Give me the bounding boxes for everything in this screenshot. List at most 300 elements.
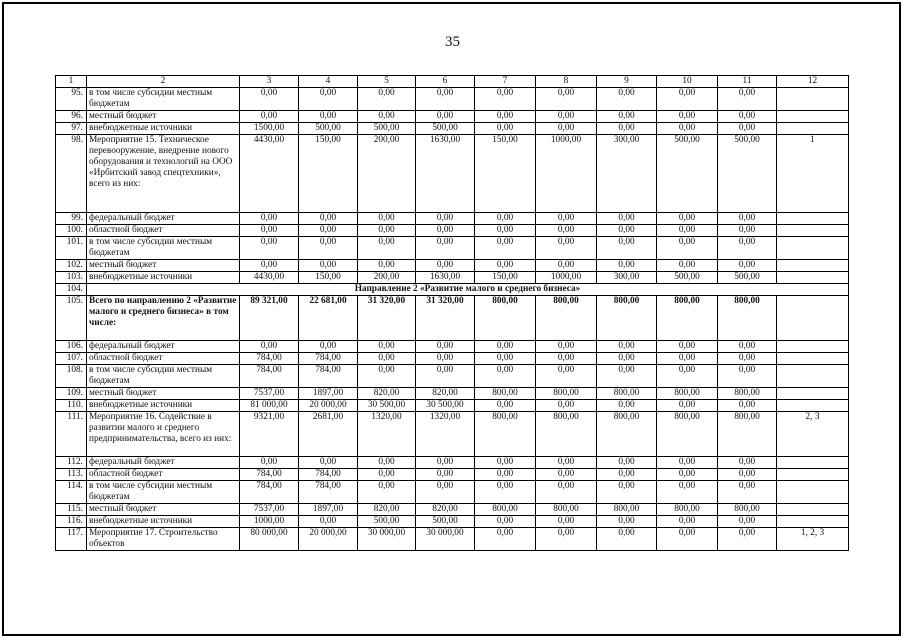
value-cell: 0,00 bbox=[475, 365, 536, 388]
value-cell: 0,00 bbox=[536, 481, 597, 504]
indicator-ref-cell bbox=[777, 504, 849, 516]
value-cell: 0,00 bbox=[657, 400, 718, 412]
value-cell: 0,00 bbox=[718, 237, 777, 260]
value-cell: 0,00 bbox=[536, 88, 597, 111]
value-cell: 1897,00 bbox=[299, 388, 358, 400]
indicator-ref-cell bbox=[777, 123, 849, 135]
value-cell: 500,00 bbox=[657, 272, 718, 284]
value-cell: 0,00 bbox=[358, 88, 416, 111]
table-row bbox=[56, 516, 849, 528]
row-number: 114. bbox=[56, 481, 87, 504]
value-cell: 0,00 bbox=[718, 516, 777, 528]
value-cell: 0,00 bbox=[597, 516, 657, 528]
value-cell: 0,00 bbox=[597, 365, 657, 388]
value-cell: 0,00 bbox=[240, 213, 299, 225]
value-cell: 0,00 bbox=[358, 225, 416, 237]
column-header: 8 bbox=[536, 76, 597, 88]
row-label: в том числе субсидии местным бюджетам bbox=[87, 237, 240, 260]
value-cell: 0,00 bbox=[657, 260, 718, 272]
value-cell: 500,00 bbox=[657, 135, 718, 213]
value-cell: 0,00 bbox=[358, 341, 416, 353]
value-cell: 0,00 bbox=[718, 341, 777, 353]
row-label: федеральный бюджет bbox=[87, 457, 240, 469]
value-cell: 0,00 bbox=[536, 123, 597, 135]
row-number: 97. bbox=[56, 123, 87, 135]
value-cell: 150,00 bbox=[475, 135, 536, 213]
column-header: 9 bbox=[597, 76, 657, 88]
row-label: в том числе субсидии местным бюджетам bbox=[87, 88, 240, 111]
indicator-ref-cell bbox=[777, 469, 849, 481]
value-cell: 784,00 bbox=[299, 365, 358, 388]
value-cell: 0,00 bbox=[718, 353, 777, 365]
table-row bbox=[56, 457, 849, 469]
value-cell: 0,00 bbox=[657, 457, 718, 469]
row-number: 110. bbox=[56, 400, 87, 412]
row-number: 113. bbox=[56, 469, 87, 481]
value-cell: 1500,00 bbox=[240, 123, 299, 135]
value-cell: 0,00 bbox=[597, 237, 657, 260]
value-cell: 200,00 bbox=[358, 272, 416, 284]
column-header: 2 bbox=[87, 76, 240, 88]
table-row bbox=[56, 528, 849, 551]
value-cell: 800,00 bbox=[475, 296, 536, 341]
value-cell: 0,00 bbox=[240, 237, 299, 260]
value-cell: 0,00 bbox=[299, 213, 358, 225]
value-cell: 0,00 bbox=[718, 400, 777, 412]
section-heading: Направление 2 «Развитие малого и среднего бизнеса» bbox=[87, 284, 849, 296]
table-row bbox=[56, 284, 849, 296]
row-number: 102. bbox=[56, 260, 87, 272]
table-row bbox=[56, 504, 849, 516]
value-cell: 0,00 bbox=[416, 353, 475, 365]
value-cell: 0,00 bbox=[475, 260, 536, 272]
value-cell: 0,00 bbox=[475, 481, 536, 504]
value-cell: 0,00 bbox=[597, 111, 657, 123]
value-cell: 0,00 bbox=[597, 123, 657, 135]
value-cell: 0,00 bbox=[299, 516, 358, 528]
value-cell: 0,00 bbox=[475, 516, 536, 528]
row-number: 106. bbox=[56, 341, 87, 353]
value-cell: 81 000,00 bbox=[240, 400, 299, 412]
value-cell: 9321,00 bbox=[240, 412, 299, 457]
value-cell: 0,00 bbox=[718, 457, 777, 469]
indicator-ref-cell bbox=[777, 516, 849, 528]
value-cell: 0,00 bbox=[416, 457, 475, 469]
value-cell: 784,00 bbox=[240, 481, 299, 504]
budget-table bbox=[55, 75, 849, 551]
value-cell: 150,00 bbox=[475, 272, 536, 284]
value-cell: 0,00 bbox=[475, 237, 536, 260]
value-cell: 0,00 bbox=[240, 88, 299, 111]
value-cell: 800,00 bbox=[718, 504, 777, 516]
value-cell: 0,00 bbox=[416, 88, 475, 111]
indicator-ref-cell: 1, 2, 3 bbox=[777, 528, 849, 551]
table-header-row bbox=[56, 76, 849, 88]
value-cell: 0,00 bbox=[657, 528, 718, 551]
row-number: 103. bbox=[56, 272, 87, 284]
column-header: 12 bbox=[777, 76, 849, 88]
value-cell: 300,00 bbox=[597, 135, 657, 213]
value-cell: 0,00 bbox=[240, 457, 299, 469]
value-cell: 0,00 bbox=[416, 481, 475, 504]
indicator-ref-cell bbox=[777, 213, 849, 225]
value-cell: 820,00 bbox=[416, 388, 475, 400]
value-cell: 800,00 bbox=[657, 412, 718, 457]
value-cell: 0,00 bbox=[416, 365, 475, 388]
value-cell: 200,00 bbox=[358, 135, 416, 213]
row-number: 100. bbox=[56, 225, 87, 237]
value-cell: 784,00 bbox=[240, 353, 299, 365]
value-cell: 0,00 bbox=[597, 469, 657, 481]
value-cell: 0,00 bbox=[718, 213, 777, 225]
row-label: в том числе субсидии местным бюджетам bbox=[87, 481, 240, 504]
value-cell: 0,00 bbox=[240, 111, 299, 123]
value-cell: 0,00 bbox=[475, 213, 536, 225]
value-cell: 30 500,00 bbox=[416, 400, 475, 412]
row-number: 95. bbox=[56, 88, 87, 111]
value-cell: 820,00 bbox=[358, 504, 416, 516]
indicator-ref-cell: 1 bbox=[777, 135, 849, 213]
value-cell: 0,00 bbox=[475, 528, 536, 551]
value-cell: 0,00 bbox=[536, 341, 597, 353]
value-cell: 0,00 bbox=[597, 213, 657, 225]
table-row bbox=[56, 111, 849, 123]
value-cell: 500,00 bbox=[416, 516, 475, 528]
value-cell: 0,00 bbox=[597, 225, 657, 237]
value-cell: 784,00 bbox=[299, 469, 358, 481]
column-header: 3 bbox=[240, 76, 299, 88]
row-label: местный бюджет bbox=[87, 260, 240, 272]
indicator-ref-cell bbox=[777, 353, 849, 365]
value-cell: 0,00 bbox=[475, 225, 536, 237]
value-cell: 4430,00 bbox=[240, 135, 299, 213]
row-number: 105. bbox=[56, 296, 87, 341]
value-cell: 0,00 bbox=[718, 469, 777, 481]
value-cell: 31 320,00 bbox=[416, 296, 475, 341]
value-cell: 0,00 bbox=[299, 225, 358, 237]
value-cell: 22 681,00 bbox=[299, 296, 358, 341]
row-label: местный бюджет bbox=[87, 504, 240, 516]
value-cell: 0,00 bbox=[597, 88, 657, 111]
row-number: 111. bbox=[56, 412, 87, 457]
value-cell: 300,00 bbox=[597, 272, 657, 284]
indicator-ref-cell bbox=[777, 237, 849, 260]
value-cell: 0,00 bbox=[718, 111, 777, 123]
table-row bbox=[56, 88, 849, 111]
value-cell: 500,00 bbox=[718, 135, 777, 213]
value-cell: 30 000,00 bbox=[416, 528, 475, 551]
value-cell: 0,00 bbox=[240, 260, 299, 272]
column-header: 11 bbox=[718, 76, 777, 88]
value-cell: 0,00 bbox=[536, 237, 597, 260]
row-label: областной бюджет bbox=[87, 225, 240, 237]
value-cell: 820,00 bbox=[358, 388, 416, 400]
value-cell: 0,00 bbox=[536, 516, 597, 528]
row-label: внебюджетные источники bbox=[87, 516, 240, 528]
value-cell: 0,00 bbox=[475, 457, 536, 469]
column-header: 10 bbox=[657, 76, 718, 88]
table-row bbox=[56, 341, 849, 353]
value-cell: 0,00 bbox=[240, 341, 299, 353]
value-cell: 0,00 bbox=[358, 353, 416, 365]
row-number: 107. bbox=[56, 353, 87, 365]
table-row bbox=[56, 237, 849, 260]
value-cell: 0,00 bbox=[657, 225, 718, 237]
value-cell: 500,00 bbox=[416, 123, 475, 135]
value-cell: 0,00 bbox=[718, 365, 777, 388]
row-number: 115. bbox=[56, 504, 87, 516]
value-cell: 500,00 bbox=[299, 123, 358, 135]
value-cell: 0,00 bbox=[475, 111, 536, 123]
value-cell: 0,00 bbox=[240, 225, 299, 237]
value-cell: 0,00 bbox=[416, 341, 475, 353]
value-cell: 0,00 bbox=[299, 341, 358, 353]
value-cell: 2681,00 bbox=[299, 412, 358, 457]
value-cell: 800,00 bbox=[475, 412, 536, 457]
value-cell: 0,00 bbox=[597, 400, 657, 412]
table-row bbox=[56, 412, 849, 457]
value-cell: 0,00 bbox=[358, 481, 416, 504]
value-cell: 0,00 bbox=[536, 469, 597, 481]
column-header: 5 bbox=[358, 76, 416, 88]
value-cell: 0,00 bbox=[657, 213, 718, 225]
value-cell: 0,00 bbox=[536, 111, 597, 123]
value-cell: 800,00 bbox=[475, 504, 536, 516]
value-cell: 0,00 bbox=[358, 469, 416, 481]
value-cell: 0,00 bbox=[475, 341, 536, 353]
value-cell: 0,00 bbox=[657, 341, 718, 353]
value-cell: 1000,00 bbox=[536, 272, 597, 284]
row-label: федеральный бюджет bbox=[87, 341, 240, 353]
value-cell: 800,00 bbox=[536, 296, 597, 341]
value-cell: 1897,00 bbox=[299, 504, 358, 516]
value-cell: 1000,00 bbox=[240, 516, 299, 528]
value-cell: 0,00 bbox=[358, 213, 416, 225]
value-cell: 500,00 bbox=[358, 123, 416, 135]
value-cell: 0,00 bbox=[475, 123, 536, 135]
value-cell: 0,00 bbox=[416, 225, 475, 237]
value-cell: 784,00 bbox=[299, 481, 358, 504]
value-cell: 1630,00 bbox=[416, 135, 475, 213]
value-cell: 0,00 bbox=[475, 88, 536, 111]
value-cell: 800,00 bbox=[657, 388, 718, 400]
value-cell: 150,00 bbox=[299, 135, 358, 213]
value-cell: 0,00 bbox=[657, 88, 718, 111]
value-cell: 0,00 bbox=[536, 225, 597, 237]
value-cell: 0,00 bbox=[657, 516, 718, 528]
indicator-ref-cell bbox=[777, 341, 849, 353]
value-cell: 500,00 bbox=[358, 516, 416, 528]
value-cell: 0,00 bbox=[718, 123, 777, 135]
column-header: 7 bbox=[475, 76, 536, 88]
row-label: внебюджетные источники bbox=[87, 123, 240, 135]
table-row bbox=[56, 388, 849, 400]
value-cell: 0,00 bbox=[718, 528, 777, 551]
value-cell: 20 000,00 bbox=[299, 528, 358, 551]
table-row bbox=[56, 400, 849, 412]
value-cell: 0,00 bbox=[536, 400, 597, 412]
value-cell: 800,00 bbox=[718, 412, 777, 457]
indicator-ref-cell bbox=[777, 260, 849, 272]
indicator-ref-cell: 2, 3 bbox=[777, 412, 849, 457]
value-cell: 0,00 bbox=[597, 353, 657, 365]
value-cell: 150,00 bbox=[299, 272, 358, 284]
table-row bbox=[56, 225, 849, 237]
value-cell: 800,00 bbox=[475, 388, 536, 400]
value-cell: 0,00 bbox=[299, 237, 358, 260]
value-cell: 0,00 bbox=[718, 88, 777, 111]
value-cell: 7537,00 bbox=[240, 388, 299, 400]
value-cell: 0,00 bbox=[597, 260, 657, 272]
row-label: в том числе субсидии местным бюджетам bbox=[87, 365, 240, 388]
value-cell: 0,00 bbox=[657, 365, 718, 388]
row-label: внебюджетные источники bbox=[87, 272, 240, 284]
indicator-ref-cell bbox=[777, 88, 849, 111]
value-cell: 784,00 bbox=[299, 353, 358, 365]
value-cell: 800,00 bbox=[657, 296, 718, 341]
value-cell: 0,00 bbox=[657, 469, 718, 481]
indicator-ref-cell bbox=[777, 388, 849, 400]
value-cell: 1000,00 bbox=[536, 135, 597, 213]
value-cell: 20 000,00 bbox=[299, 400, 358, 412]
value-cell: 0,00 bbox=[718, 260, 777, 272]
value-cell: 0,00 bbox=[475, 353, 536, 365]
value-cell: 4430,00 bbox=[240, 272, 299, 284]
value-cell: 0,00 bbox=[657, 237, 718, 260]
value-cell: 0,00 bbox=[299, 457, 358, 469]
value-cell: 0,00 bbox=[657, 481, 718, 504]
value-cell: 80 000,00 bbox=[240, 528, 299, 551]
value-cell: 0,00 bbox=[597, 341, 657, 353]
value-cell: 800,00 bbox=[536, 412, 597, 457]
value-cell: 800,00 bbox=[597, 296, 657, 341]
table-row bbox=[56, 213, 849, 225]
value-cell: 800,00 bbox=[536, 504, 597, 516]
value-cell: 800,00 bbox=[597, 388, 657, 400]
value-cell: 0,00 bbox=[536, 213, 597, 225]
row-label: областной бюджет bbox=[87, 353, 240, 365]
indicator-ref-cell bbox=[777, 457, 849, 469]
value-cell: 0,00 bbox=[299, 88, 358, 111]
indicator-ref-cell bbox=[777, 296, 849, 341]
indicator-ref-cell bbox=[777, 481, 849, 504]
value-cell: 89 321,00 bbox=[240, 296, 299, 341]
value-cell: 0,00 bbox=[416, 260, 475, 272]
value-cell: 0,00 bbox=[299, 111, 358, 123]
value-cell: 1320,00 bbox=[416, 412, 475, 457]
indicator-ref-cell bbox=[777, 272, 849, 284]
value-cell: 0,00 bbox=[718, 481, 777, 504]
value-cell: 820,00 bbox=[416, 504, 475, 516]
value-cell: 0,00 bbox=[536, 353, 597, 365]
row-number: 109. bbox=[56, 388, 87, 400]
value-cell: 0,00 bbox=[358, 237, 416, 260]
value-cell: 0,00 bbox=[475, 469, 536, 481]
value-cell: 30 500,00 bbox=[358, 400, 416, 412]
value-cell: 0,00 bbox=[416, 469, 475, 481]
value-cell: 800,00 bbox=[597, 504, 657, 516]
indicator-ref-cell bbox=[777, 111, 849, 123]
value-cell: 0,00 bbox=[597, 481, 657, 504]
row-number: 112. bbox=[56, 457, 87, 469]
value-cell: 0,00 bbox=[597, 457, 657, 469]
value-cell: 0,00 bbox=[475, 400, 536, 412]
row-number: 96. bbox=[56, 111, 87, 123]
value-cell: 30 000,00 bbox=[358, 528, 416, 551]
value-cell: 800,00 bbox=[536, 388, 597, 400]
indicator-ref-cell bbox=[777, 365, 849, 388]
table-body bbox=[56, 76, 849, 551]
value-cell: 0,00 bbox=[416, 111, 475, 123]
value-cell: 0,00 bbox=[718, 225, 777, 237]
value-cell: 31 320,00 bbox=[358, 296, 416, 341]
row-number: 104. bbox=[56, 284, 87, 296]
table-row bbox=[56, 296, 849, 341]
value-cell: 800,00 bbox=[597, 412, 657, 457]
row-label: Мероприятие 17. Строительство объектов bbox=[87, 528, 240, 551]
value-cell: 0,00 bbox=[416, 213, 475, 225]
row-number: 116. bbox=[56, 516, 87, 528]
row-label: Мероприятие 15. Техническое перевооружение, внедрение нового оборудования и технологий на ООО «Ирбитский завод спецтехники», всего из них: bbox=[87, 135, 240, 213]
row-number: 99. bbox=[56, 213, 87, 225]
value-cell: 0,00 bbox=[416, 237, 475, 260]
value-cell: 0,00 bbox=[657, 111, 718, 123]
row-number: 108. bbox=[56, 365, 87, 388]
value-cell: 0,00 bbox=[536, 365, 597, 388]
row-number: 117. bbox=[56, 528, 87, 551]
value-cell: 7537,00 bbox=[240, 504, 299, 516]
value-cell: 1630,00 bbox=[416, 272, 475, 284]
row-label: федеральный бюджет bbox=[87, 213, 240, 225]
table-row bbox=[56, 272, 849, 284]
table-row bbox=[56, 353, 849, 365]
value-cell: 800,00 bbox=[718, 296, 777, 341]
value-cell: 0,00 bbox=[536, 528, 597, 551]
row-label: Мероприятие 16. Содействие в развитии малого и среднего предпринимательства, всего из них: bbox=[87, 412, 240, 457]
row-label: местный бюджет bbox=[87, 388, 240, 400]
column-header: 4 bbox=[299, 76, 358, 88]
value-cell: 0,00 bbox=[358, 111, 416, 123]
value-cell: 0,00 bbox=[358, 457, 416, 469]
value-cell: 500,00 bbox=[718, 272, 777, 284]
table-row bbox=[56, 135, 849, 213]
column-header: 6 bbox=[416, 76, 475, 88]
row-label: местный бюджет bbox=[87, 111, 240, 123]
value-cell: 0,00 bbox=[657, 353, 718, 365]
value-cell: 0,00 bbox=[536, 457, 597, 469]
value-cell: 0,00 bbox=[657, 123, 718, 135]
row-label: областной бюджет bbox=[87, 469, 240, 481]
value-cell: 800,00 bbox=[657, 504, 718, 516]
table-row bbox=[56, 260, 849, 272]
page-number: 35 bbox=[445, 34, 460, 50]
value-cell: 1320,00 bbox=[358, 412, 416, 457]
row-number: 98. bbox=[56, 135, 87, 213]
indicator-ref-cell bbox=[777, 400, 849, 412]
row-label: внебюджетные источники bbox=[87, 400, 240, 412]
value-cell: 784,00 bbox=[240, 469, 299, 481]
value-cell: 800,00 bbox=[718, 388, 777, 400]
value-cell: 0,00 bbox=[536, 260, 597, 272]
value-cell: 0,00 bbox=[299, 260, 358, 272]
table-row bbox=[56, 123, 849, 135]
table-row bbox=[56, 481, 849, 504]
table-row bbox=[56, 469, 849, 481]
value-cell: 0,00 bbox=[597, 528, 657, 551]
value-cell: 0,00 bbox=[358, 365, 416, 388]
value-cell: 784,00 bbox=[240, 365, 299, 388]
value-cell: 0,00 bbox=[358, 260, 416, 272]
